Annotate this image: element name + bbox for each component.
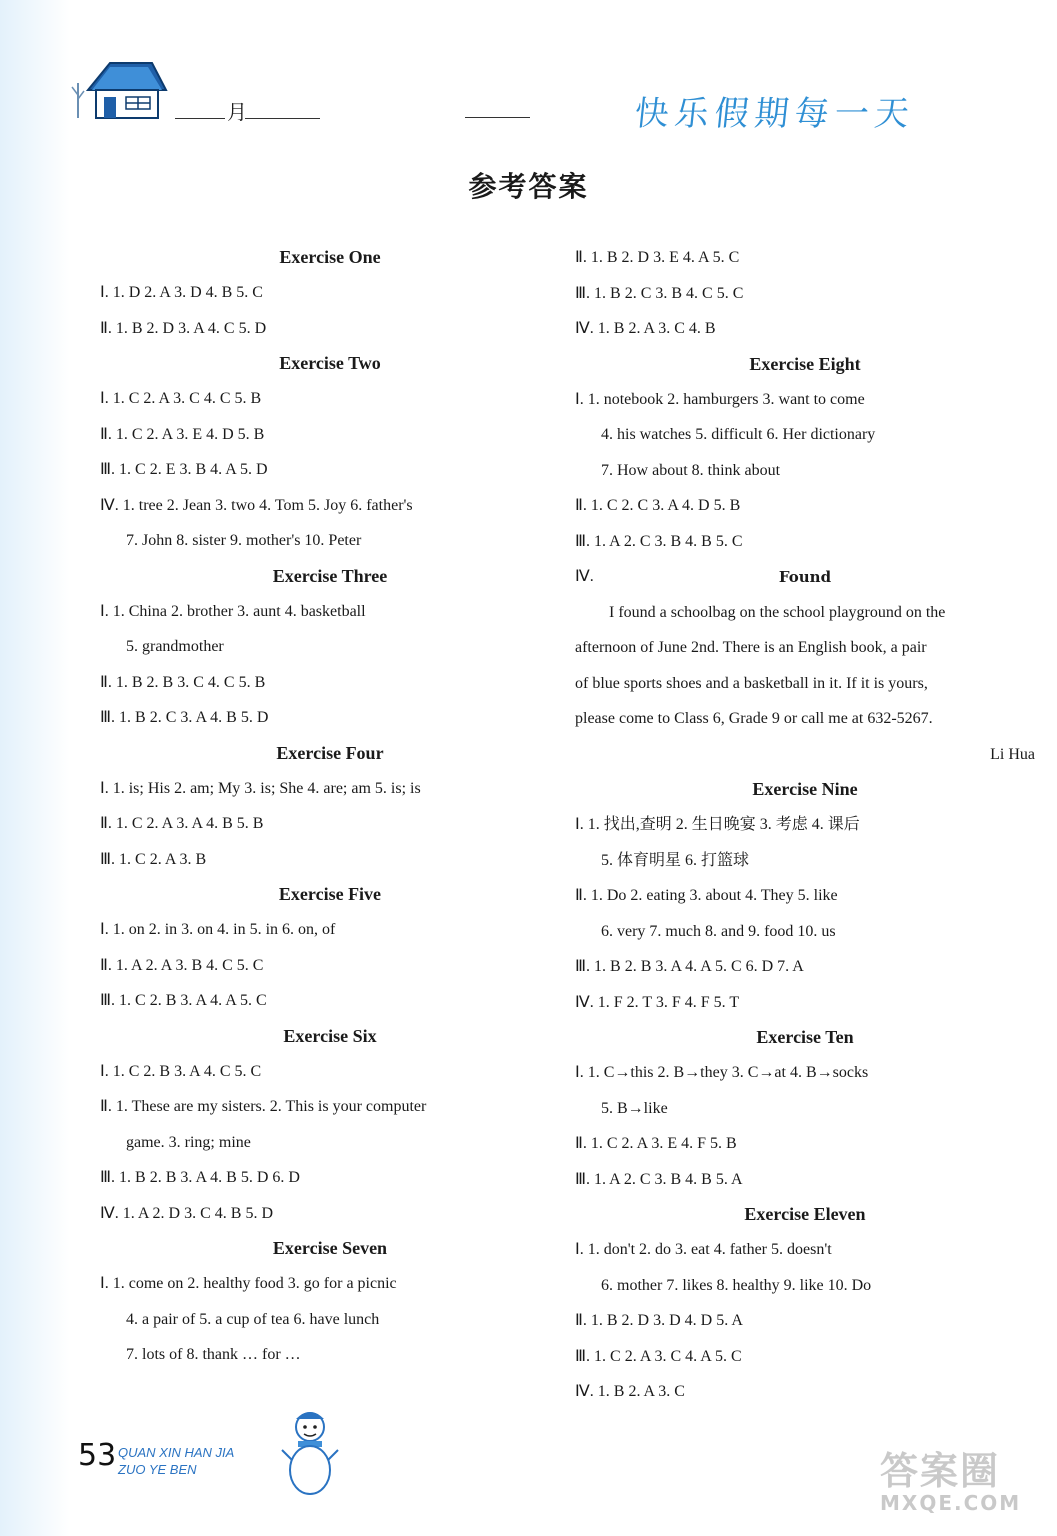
right-answers-part2	[575, 772, 1035, 1410]
exercise-heading: Exercise Five	[278, 884, 382, 904]
answer-line: Ⅱ. 1. C 2. C 3. A 4. D 5. B	[575, 497, 741, 514]
answer-line: Ⅱ. 1. C 2. A 3. E 4. F 5. B	[575, 1135, 737, 1152]
answer-line: Ⅲ. 1. B 2. C 3. B 4. C 5. C	[575, 284, 744, 302]
answer-line: Ⅲ. 1. B 2. C 3. A 4. B 5. D	[100, 709, 269, 726]
answer-line: 6. mother 7. likes 8. healthy 9. like 10. Do	[601, 1276, 872, 1294]
essay-line: please come to Class 6, Grade 9 or call me at 632-5267.	[575, 710, 933, 727]
essay-signature: Li Hua	[990, 745, 1035, 763]
answer-line: 7. John 8. sister 9. mother's 10. Peter	[126, 532, 362, 549]
answer-line: Ⅱ. 1. C 2. A 3. E 4. D 5. B	[100, 425, 265, 443]
right-answers-part1	[575, 240, 1035, 595]
watermark	[880, 1440, 1030, 1530]
answer-line: Ⅳ. 1. tree 2. Jean 3. two 4. Tom 5. Joy 6. father's	[100, 496, 413, 514]
answer-line: Ⅲ. 1. C 2. E 3. B 4. A 5. D	[100, 461, 268, 478]
found-notice	[575, 560, 1035, 773]
answer-line: Ⅱ. 1. B 2. D 3. E 4. A 5. C	[575, 249, 740, 266]
exercise-heading: Exercise Seven	[272, 1238, 388, 1258]
brand-line-2: ZUO YE BEN	[118, 1462, 197, 1477]
answer-line: Ⅲ. 1. B 2. B 3. A 4. B 5. D 6. D	[100, 1169, 300, 1186]
exercise-heading: Exercise Ten	[756, 1027, 854, 1047]
month-label: 月	[227, 100, 247, 124]
answer-line: 4. his watches 5. difficult 6. Her dictionary	[601, 426, 876, 443]
answer-line: Ⅱ. 1. Do 2. eating 3. about 4. They 5. like	[575, 887, 838, 904]
answer-line: Ⅲ. 1. C 2. A 3. C 4. A 5. C	[575, 1347, 742, 1365]
answer-line: Ⅰ. 1. C 2. B 3. A 4. C 5. C	[100, 1062, 262, 1080]
month-blank	[175, 118, 225, 119]
watermark-cn: 答案圈	[880, 1449, 1001, 1493]
page-number: 53	[78, 1438, 117, 1473]
answer-line: Ⅱ. 1. B 2. D 3. A 4. C 5. D	[100, 319, 267, 337]
answer-line: Ⅲ. 1. B 2. B 3. A 4. A 5. C 6. D 7. A	[575, 958, 804, 975]
exercise-heading: Exercise Six	[283, 1025, 377, 1046]
answer-line: Ⅰ. 1. D 2. A 3. D 4. B 5. C	[100, 284, 263, 301]
answer-line: 5. 体育明星 6. 打篮球	[601, 851, 750, 869]
answer-line: Ⅲ. 1. A 2. C 3. B 4. B 5. A	[575, 1170, 743, 1188]
answer-line: 5. grandmother	[126, 638, 224, 655]
answer-line: Ⅰ. 1. come on 2. healthy food 3. go for a picnic	[100, 1275, 397, 1292]
answer-line: game. 3. ring; mine	[126, 1133, 251, 1151]
day-blank-1	[245, 118, 320, 119]
exercise-heading: Exercise Eight	[749, 353, 861, 374]
answer-line: Ⅰ. 1. is; His 2. am; My 3. is; She 4. are; am 5. is; is	[100, 779, 421, 797]
essay-title: Found	[778, 567, 832, 586]
answer-line: Ⅳ. 1. F 2. T 3. F 4. F 5. T	[575, 993, 740, 1011]
left-gradient-decoration	[0, 0, 70, 1536]
answer-line: Ⅱ. 1. B 2. D 3. D 4. D 5. A	[575, 1312, 743, 1329]
answers-left-column	[100, 240, 560, 1373]
page-header	[0, 0, 1057, 140]
answer-line: Ⅳ.	[575, 568, 594, 585]
answer-line: Ⅲ. 1. A 2. C 3. B 4. B 5. C	[575, 532, 743, 550]
answer-line: Ⅰ. 1. C→this 2. B→they 3. C→at 4. B→socks	[575, 1064, 869, 1081]
answer-line: Ⅱ. 1. C 2. A 3. A 4. B 5. B	[100, 815, 264, 832]
answer-line: Ⅱ. 1. These are my sisters. 2. This is your computer	[100, 1098, 427, 1115]
exercise-heading: Exercise Nine	[752, 779, 858, 799]
snowman-icon	[280, 1405, 340, 1500]
watermark-en: MXQE.COM	[880, 1491, 1022, 1515]
exercise-heading: Exercise Two	[279, 353, 381, 373]
answer-line: 7. How about 8. think about	[601, 461, 781, 479]
day-blank-2	[465, 117, 530, 118]
answer-line: Ⅰ. 1. don't 2. do 3. eat 4. father 5. doesn't	[575, 1241, 832, 1258]
exercise-heading: Exercise Four	[276, 742, 384, 763]
answer-line: Ⅳ. 1. B 2. A 3. C 4. B	[575, 320, 716, 337]
answer-line: Ⅰ. 1. China 2. brother 3. aunt 4. basketball	[100, 602, 366, 620]
house-icon	[70, 55, 170, 125]
answer-line: 4. a pair of 5. a cup of tea 6. have lunch	[126, 1310, 380, 1328]
answer-line: 6. very 7. much 8. and 9. food 10. us	[601, 922, 836, 940]
essay-line: afternoon of June 2nd. There is an English book, a pair	[575, 639, 927, 656]
answer-line: 5. B→like	[601, 1099, 668, 1117]
answer-line: Ⅳ. 1. A 2. D 3. C 4. B 5. D	[100, 1204, 274, 1222]
exercise-heading: Exercise Three	[272, 565, 388, 586]
month-field	[175, 98, 315, 124]
essay-line: of blue sports shoes and a basketball in it. If it is yours,	[575, 674, 928, 692]
answer-line: Ⅲ. 1. C 2. A 3. B	[100, 850, 207, 868]
answer-line: Ⅳ. 1. B 2. A 3. C	[575, 1383, 685, 1400]
essay-line: I found a schoolbag on the school playground on the	[609, 603, 946, 621]
answer-line: Ⅰ. 1. 找出,查明 2. 生日晚宴 3. 考虑 4. 课后	[575, 816, 860, 833]
page-title: 参考答案	[468, 170, 589, 203]
exercise-heading: Exercise Eleven	[744, 1204, 866, 1224]
answer-line: Ⅲ. 1. C 2. B 3. A 4. A 5. C	[100, 992, 267, 1009]
exercise-heading: Exercise One	[279, 247, 381, 267]
answer-line: Ⅰ. 1. on 2. in 3. on 4. in 5. in 6. on, of	[100, 921, 336, 938]
answers-right-column	[575, 240, 1035, 1410]
answer-line: Ⅱ. 1. A 2. A 3. B 4. C 5. C	[100, 956, 264, 974]
brand-line-1: QUAN XIN HAN JIA	[118, 1445, 235, 1460]
answer-line: Ⅰ. 1. notebook 2. hamburgers 3. want to come	[575, 390, 865, 408]
header-slogan: 快乐假期每一天	[632, 94, 917, 134]
answer-line: Ⅱ. 1. B 2. B 3. C 4. C 5. B	[100, 673, 266, 691]
answer-line: 7. lots of 8. thank … for …	[126, 1346, 301, 1363]
answer-line: Ⅰ. 1. C 2. A 3. C 4. C 5. B	[100, 390, 262, 407]
footer-brand	[118, 1444, 234, 1478]
